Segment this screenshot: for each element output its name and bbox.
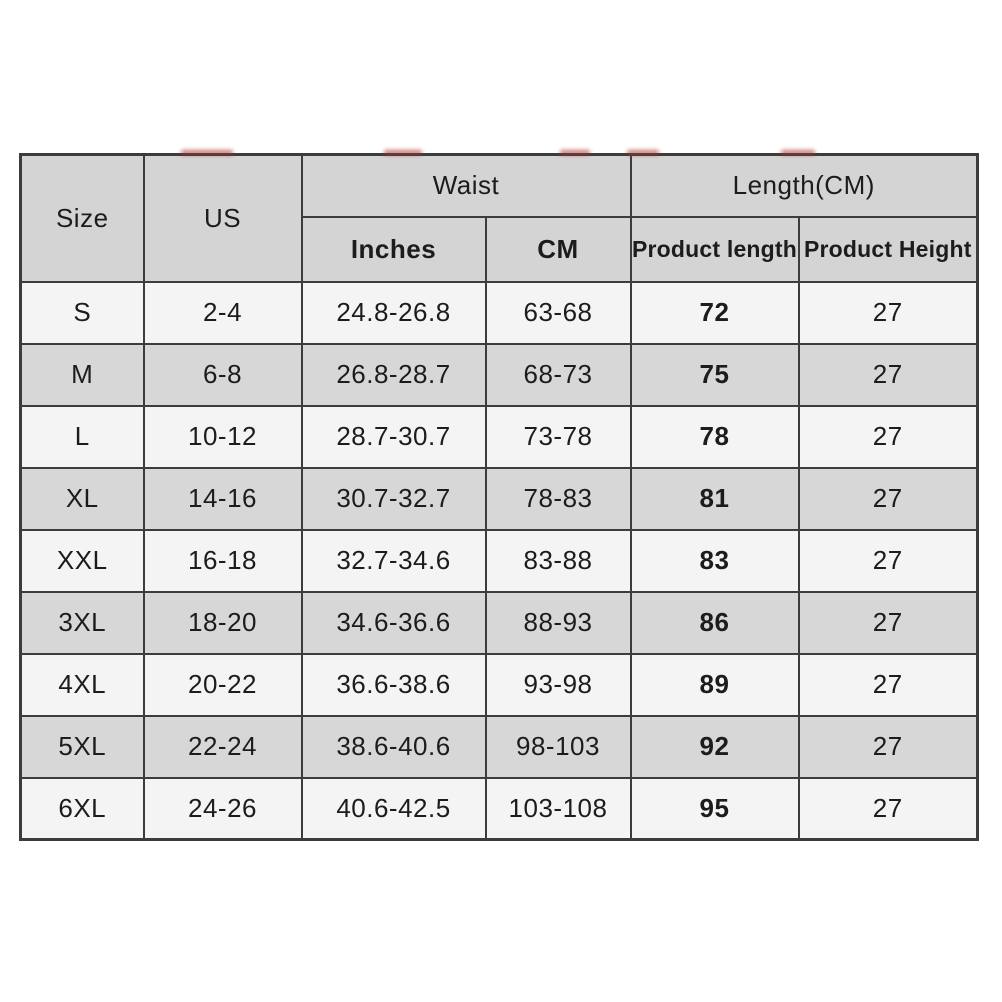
header-waist-group: Waist xyxy=(302,155,631,217)
cell-cm: 103-108 xyxy=(486,778,631,840)
cell-size: M xyxy=(21,344,144,406)
cell-cm: 88-93 xyxy=(486,592,631,654)
cell-us: 14-16 xyxy=(144,468,302,530)
table-row-5xl xyxy=(21,716,978,778)
cell-inches: 30.7-32.7 xyxy=(302,468,486,530)
cell-size: 5XL xyxy=(21,716,144,778)
size-chart-table xyxy=(19,153,979,841)
cell-size: 4XL xyxy=(21,654,144,716)
cell-us: 20-22 xyxy=(144,654,302,716)
cell-product-length: 89 xyxy=(631,654,799,716)
cell-inches: 24.8-26.8 xyxy=(302,282,486,344)
table-row-s xyxy=(21,282,978,344)
cell-product-height: 27 xyxy=(799,654,978,716)
cropped-red-text-artifact xyxy=(560,150,590,155)
table-row-3xl xyxy=(21,592,978,654)
table-row-6xl xyxy=(21,778,978,840)
header-cm: CM xyxy=(486,217,631,282)
cell-us: 18-20 xyxy=(144,592,302,654)
cell-inches: 26.8-28.7 xyxy=(302,344,486,406)
table-row-l xyxy=(21,406,978,468)
cell-product-length: 72 xyxy=(631,282,799,344)
cell-product-height: 27 xyxy=(799,406,978,468)
table-row-4xl xyxy=(21,654,978,716)
header-us: US xyxy=(144,155,302,282)
cropped-red-text-artifact xyxy=(781,150,815,155)
cell-inches: 36.6-38.6 xyxy=(302,654,486,716)
cell-us: 24-26 xyxy=(144,778,302,840)
table-row-xl xyxy=(21,468,978,530)
cell-product-length: 83 xyxy=(631,530,799,592)
cell-us: 10-12 xyxy=(144,406,302,468)
table-row-m xyxy=(21,344,978,406)
cell-size: XL xyxy=(21,468,144,530)
cell-product-length: 92 xyxy=(631,716,799,778)
cell-cm: 83-88 xyxy=(486,530,631,592)
cropped-red-text-artifact xyxy=(181,150,233,155)
cell-inches: 38.6-40.6 xyxy=(302,716,486,778)
cell-cm: 73-78 xyxy=(486,406,631,468)
cell-product-height: 27 xyxy=(799,344,978,406)
table-row-xxl xyxy=(21,530,978,592)
cell-size: 6XL xyxy=(21,778,144,840)
cell-product-length: 86 xyxy=(631,592,799,654)
cell-cm: 78-83 xyxy=(486,468,631,530)
header-inches: Inches xyxy=(302,217,486,282)
cell-product-height: 27 xyxy=(799,468,978,530)
cell-size: L xyxy=(21,406,144,468)
cropped-red-text-artifact xyxy=(384,150,422,155)
cell-size: S xyxy=(21,282,144,344)
cell-inches: 32.7-34.6 xyxy=(302,530,486,592)
header-product-height: Product Height xyxy=(799,217,978,282)
header-product-length: Product length xyxy=(631,217,799,282)
cell-us: 6-8 xyxy=(144,344,302,406)
cell-size: 3XL xyxy=(21,592,144,654)
cell-us: 22-24 xyxy=(144,716,302,778)
cell-product-height: 27 xyxy=(799,716,978,778)
cell-product-length: 78 xyxy=(631,406,799,468)
cell-inches: 34.6-36.6 xyxy=(302,592,486,654)
cell-cm: 98-103 xyxy=(486,716,631,778)
cell-inches: 40.6-42.5 xyxy=(302,778,486,840)
cell-product-length: 75 xyxy=(631,344,799,406)
header-size: Size xyxy=(21,155,144,282)
cell-cm: 63-68 xyxy=(486,282,631,344)
cell-us: 2-4 xyxy=(144,282,302,344)
header-length-group: Length(CM) xyxy=(631,155,978,217)
cell-product-height: 27 xyxy=(799,778,978,840)
cell-product-height: 27 xyxy=(799,530,978,592)
cell-product-height: 27 xyxy=(799,282,978,344)
cell-cm: 93-98 xyxy=(486,654,631,716)
cropped-red-text-artifact xyxy=(627,150,659,155)
cell-product-length: 95 xyxy=(631,778,799,840)
cell-product-height: 27 xyxy=(799,592,978,654)
cell-product-length: 81 xyxy=(631,468,799,530)
cell-cm: 68-73 xyxy=(486,344,631,406)
cell-us: 16-18 xyxy=(144,530,302,592)
header-row-groups xyxy=(21,155,978,217)
cell-size: XXL xyxy=(21,530,144,592)
cell-inches: 28.7-30.7 xyxy=(302,406,486,468)
